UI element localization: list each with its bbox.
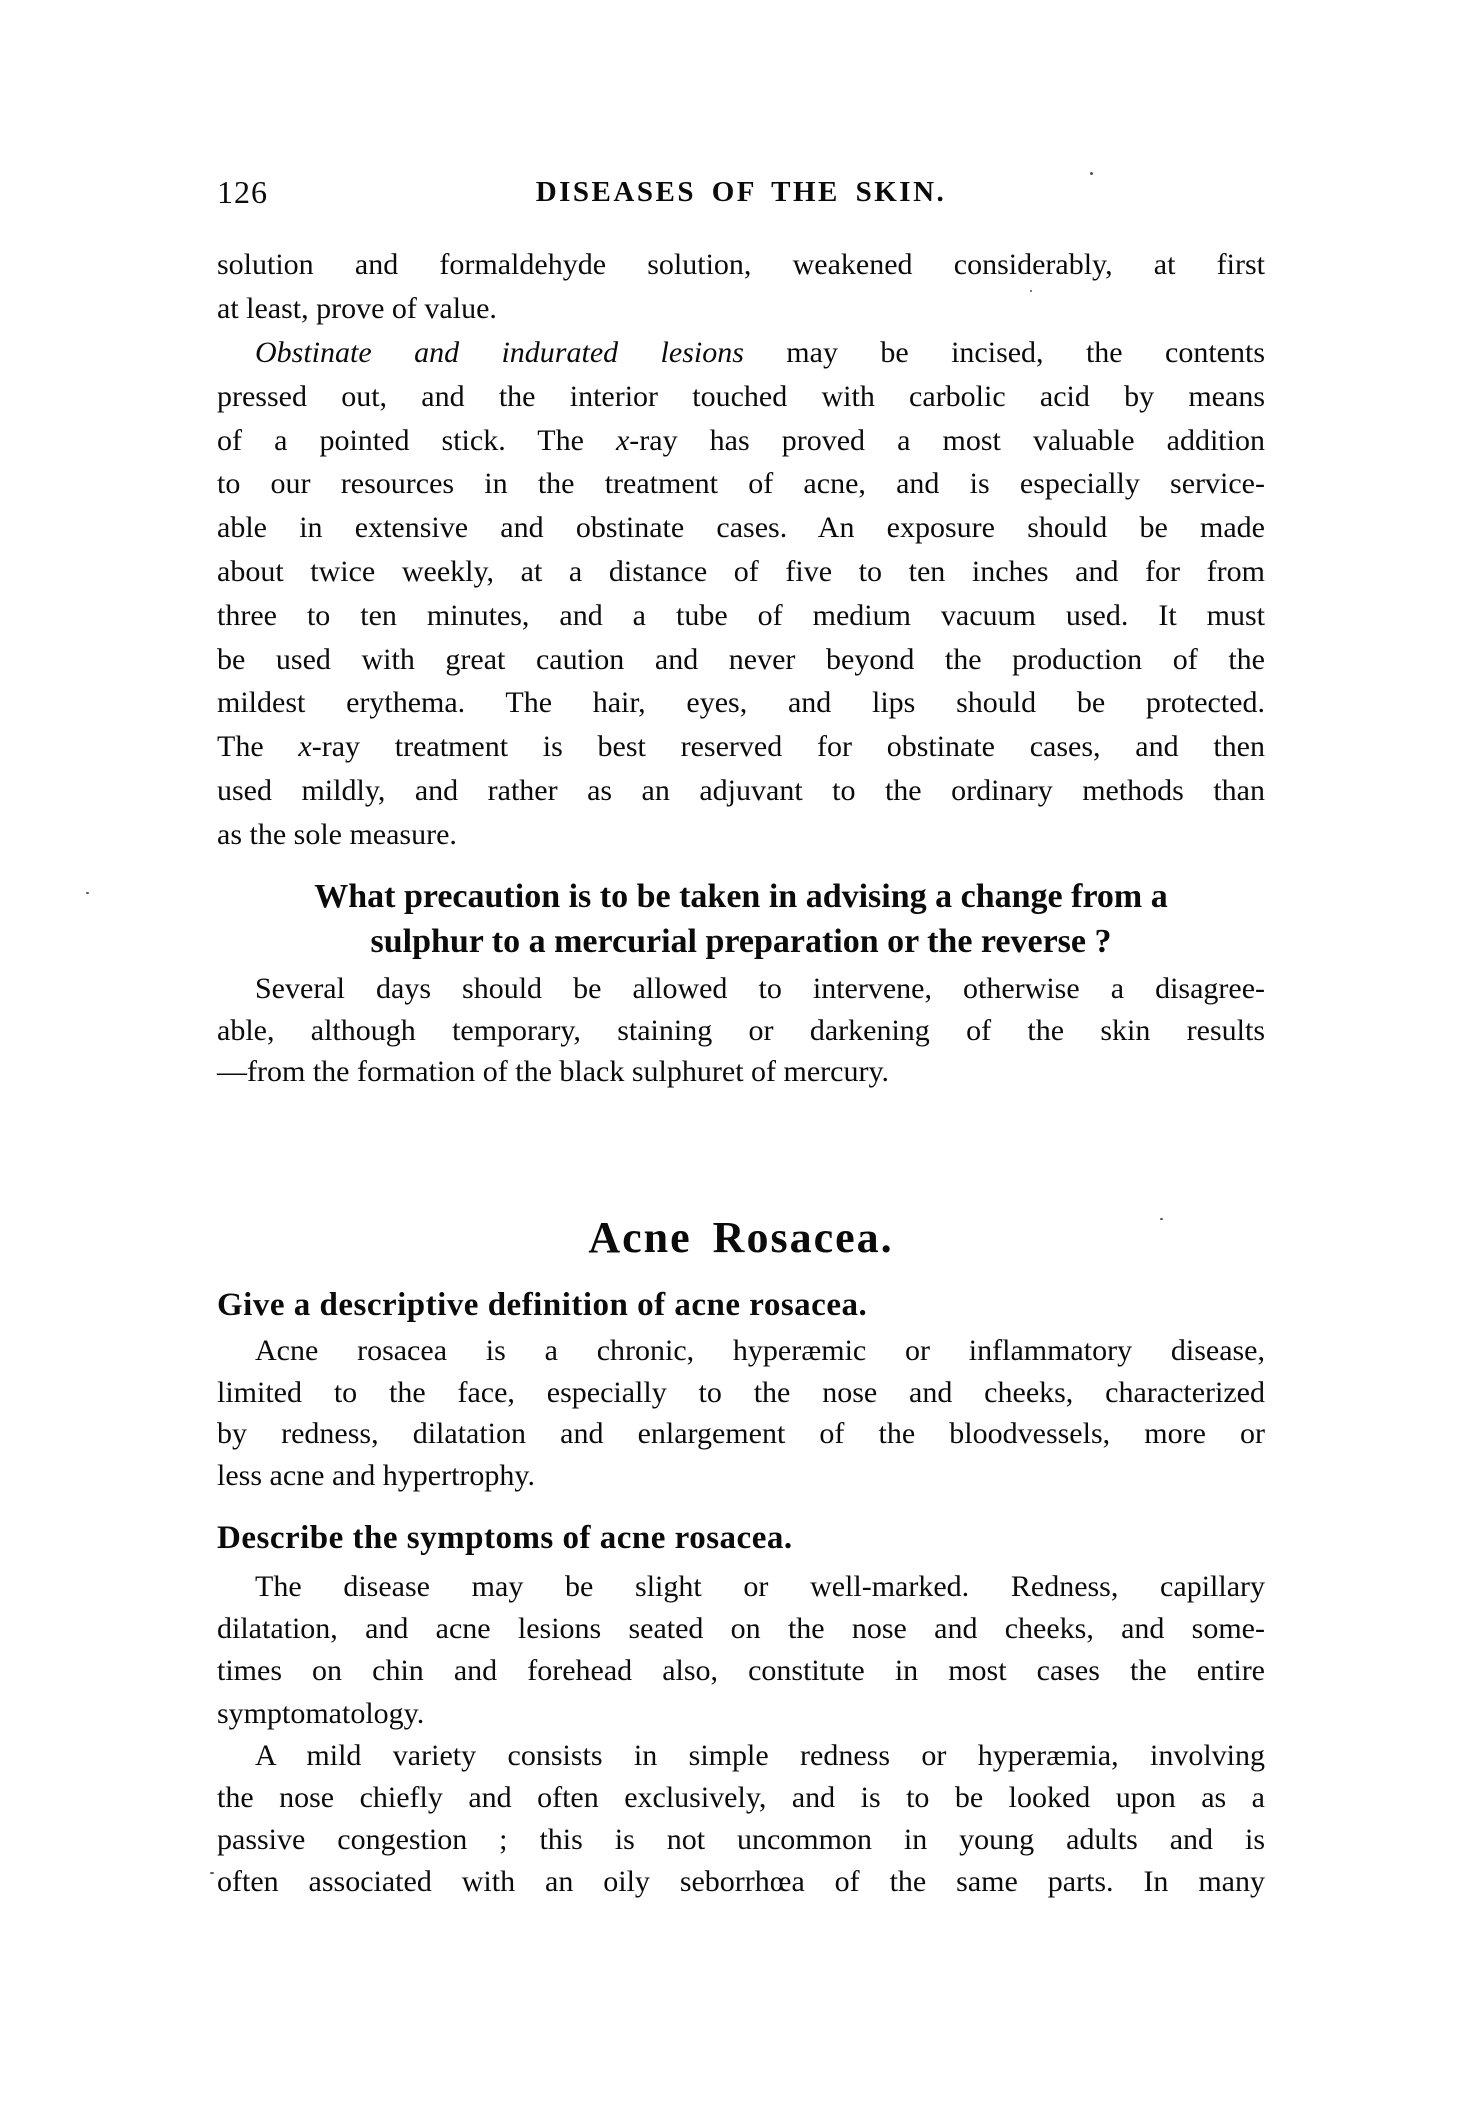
text-line	[217, 725, 1265, 769]
text-line	[217, 1650, 1265, 1692]
text-segment: dilatation, and acne lesions seated on the nose and cheeks, and some-	[217, 1612, 1265, 1646]
text-line	[217, 550, 1265, 594]
text-segment: Describe the symptoms of acne rosacea.	[217, 1520, 793, 1556]
text-segment: of a pointed stick. The	[217, 423, 616, 457]
page-header	[217, 170, 1265, 214]
text-segment: at least, prove of value.	[217, 291, 497, 325]
text-segment: used mildly, and rather as an adjuvant to the ordinary methods than	[217, 773, 1265, 807]
text-segment: times on chin and forehead also, constitute in most cases the entire	[217, 1654, 1265, 1688]
text-segment: able in extensive and obstinate cases. An exposure should be made	[217, 511, 1265, 545]
text-line	[217, 681, 1265, 725]
text-line	[217, 1693, 1265, 1735]
text-line	[217, 1455, 1265, 1497]
text-line	[217, 1566, 1265, 1608]
text-line	[217, 1372, 1265, 1414]
text-line	[217, 874, 1265, 919]
text-line	[217, 1861, 1265, 1903]
text-line	[217, 243, 1265, 287]
text-segment: -ray has proved a most valuable addition	[629, 423, 1265, 457]
text-segment: sulphur to a mercurial preparation or the reverse ?	[370, 923, 1112, 960]
text-line	[217, 1735, 1265, 1777]
text-line	[217, 1819, 1265, 1861]
text-segment: by redness, dilatation and enlargement of the bloodvessels, more or	[217, 1417, 1265, 1451]
page-number: 126	[217, 174, 268, 210]
text-segment: limited to the face, especially to the nose and cheeks, characterized	[217, 1375, 1265, 1409]
text-line	[217, 331, 1265, 375]
text-segment: passive congestion ; this is not uncommon in young adults and is	[217, 1823, 1265, 1857]
text-segment: about twice weekly, at a distance of five to ten inches and for from	[217, 554, 1265, 588]
text-segment: often associated with an oily seborrhœa of the same parts. In many	[217, 1865, 1265, 1899]
text-segment: able, although temporary, staining or darkening of the skin results	[217, 1013, 1265, 1047]
text-line	[217, 919, 1265, 964]
text-segment: less acne and hypertrophy.	[217, 1459, 535, 1493]
text-segment: as the sole measure.	[217, 817, 457, 851]
text-line	[217, 1051, 1265, 1093]
text-segment: A mild variety consists in simple redness or hyperæmia, involving	[255, 1738, 1265, 1772]
text-segment: -ray treatment is best reserved for obstinate cases, and then	[311, 730, 1266, 764]
paragraph	[217, 1330, 1265, 1497]
text-line	[217, 813, 1265, 857]
heading-left	[217, 1283, 1265, 1327]
paragraph	[217, 331, 1265, 857]
text-segment: Acne Rosacea.	[588, 1213, 894, 1262]
text-segment: pressed out, and the interior touched with carbolic acid by means	[217, 379, 1265, 413]
text-segment: The	[217, 730, 299, 764]
heading-center	[217, 874, 1265, 964]
heading-left	[217, 1516, 1265, 1560]
text-line	[217, 1413, 1265, 1455]
paragraph	[217, 1566, 1265, 1904]
text-line	[217, 1777, 1265, 1819]
paragraph	[217, 968, 1265, 1093]
text-line	[217, 769, 1265, 813]
paragraph	[217, 243, 1265, 331]
text-segment: may be incised, the contents	[743, 336, 1265, 369]
italic-text-segment: x	[298, 730, 312, 764]
italic-text-segment: x	[615, 423, 630, 457]
text-segment: three to ten minutes, and a tube of medium vacuum used. It must	[217, 598, 1265, 632]
text-segment: The disease may be slight or well-marked. Redness, capillary	[255, 1570, 1265, 1603]
text-line	[217, 638, 1265, 682]
scan-speck	[1030, 290, 1032, 292]
text-segment: What precaution is to be taken in advising a change from a	[314, 878, 1168, 915]
text-segment: Give a descriptive definition of acne rosacea.	[217, 1287, 868, 1323]
text-segment: Several days should be allowed to intervene, otherwise a disagree-	[255, 972, 1265, 1005]
text-line	[217, 1516, 1265, 1560]
text-line	[217, 594, 1265, 638]
section-title	[217, 1211, 1265, 1265]
text-line	[217, 506, 1265, 550]
text-line	[217, 1211, 1265, 1265]
text-segment: solution and formaldehyde solution, weakened considerably, at first	[217, 248, 1265, 281]
text-segment: symptomatology.	[217, 1696, 425, 1730]
text-line	[217, 968, 1265, 1010]
text-line	[217, 287, 1265, 331]
scan-speck	[86, 892, 89, 894]
scan-speck	[1090, 172, 1093, 175]
running-title: DISEASES OF THE SKIN.	[535, 176, 947, 208]
text-segment: be used with great caution and never beyond the production of the	[217, 642, 1265, 676]
text-segment: Acne rosacea is a chronic, hyperæmic or inflammatory disease,	[255, 1334, 1265, 1367]
text-line	[217, 1010, 1265, 1052]
scan-speck	[1160, 1218, 1163, 1220]
text-line	[217, 419, 1265, 463]
text-line	[217, 375, 1265, 419]
text-segment: mildest erythema. The hair, eyes, and lips should be protected.	[217, 686, 1265, 720]
text-line	[217, 1283, 1265, 1327]
italic-text-segment: Obstinate and indurated lesions	[255, 336, 744, 369]
text-line	[217, 1330, 1265, 1372]
text-segment: the nose chiefly and often exclusively, and is to be looked upon as a	[217, 1781, 1265, 1815]
text-segment: to our resources in the treatment of acne, and is especially service-	[217, 467, 1265, 501]
text-line	[217, 462, 1265, 506]
text-line	[217, 1608, 1265, 1650]
text-segment: —from the formation of the black sulphuret of mercury.	[217, 1055, 890, 1088]
scan-speck	[210, 1872, 214, 1874]
